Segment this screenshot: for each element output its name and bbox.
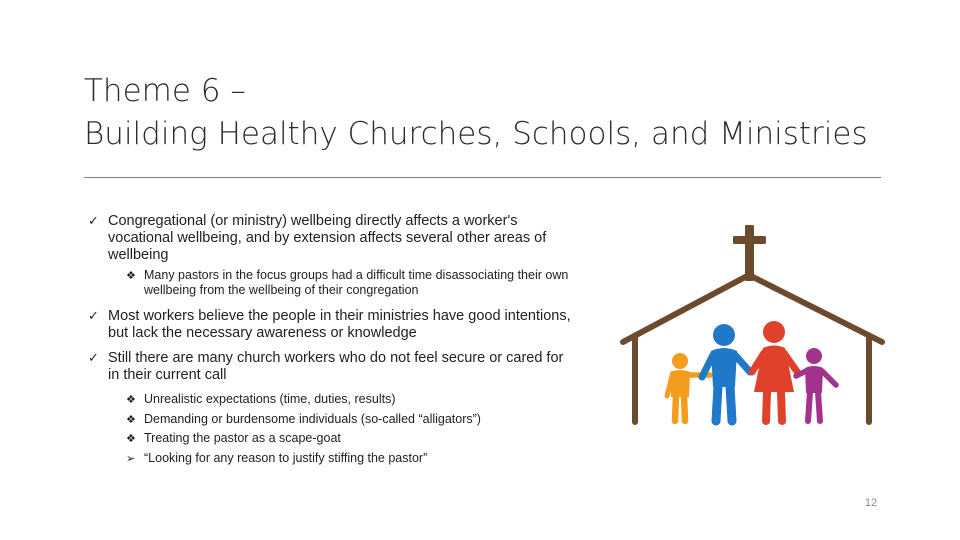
sub-bullet-text: Many pastors in the focus groups had a difficult time disassociating their own wellbeing from the wellbeing of their congregation [144,268,569,297]
sub-bullet-text: “Looking for any reason to justify stiffing the pastor” [144,450,428,465]
check-icon: ✓ [88,214,99,229]
check-icon: ✓ [88,309,99,324]
page-number: 12 [864,497,878,509]
bullet-text: Still there are many church workers who do not feel secure or cared for in their current call [108,350,564,383]
child-figure-icon [667,353,710,421]
sub-bullet-item [88,451,578,466]
sub-bullet-item [88,268,578,298]
bullet-list [88,213,578,466]
sub-bullet-item [88,392,578,407]
diamond-bullet-icon: ❖ [126,269,136,282]
church-outline-icon [623,275,882,422]
sub-bullet-text: Unrealistic expectations (time, duties, results) [144,392,396,406]
title-line-1: Theme 6 – [84,73,246,109]
sub-bullet-item [88,431,578,446]
title-line-2: Building Healthy Churches, Schools, and Ministries [84,116,868,152]
child-figure-icon [796,348,836,421]
arrow-bullet-icon: ➢ [126,451,136,465]
slide-title [84,70,904,156]
diamond-bullet-icon: ❖ [126,432,136,445]
bullet-text: Congregational (or ministry) wellbeing directly affects a worker's vocational wellbeing, and by extension affects several other areas of wellbeing [108,213,547,263]
bullet-item [88,213,578,264]
diamond-bullet-icon: ❖ [126,393,136,406]
diamond-bullet-icon: ❖ [126,412,136,426]
bullet-text: Most workers believe the people in their ministries have good intentions, but lack the necessary awareness or knowledge [108,308,571,341]
church-family-icon [618,222,888,427]
sub-bullet-item [88,412,578,427]
sub-bullet-text: Treating the pastor as a scape-goat [144,431,341,445]
bullet-item [88,308,578,342]
sub-bullet-text: Demanding or burdensome individuals (so-called “alligators”) [144,411,481,426]
woman-figure-icon [752,321,798,421]
bullet-item [88,350,578,384]
check-icon: ✓ [88,351,99,366]
title-divider [84,177,881,178]
